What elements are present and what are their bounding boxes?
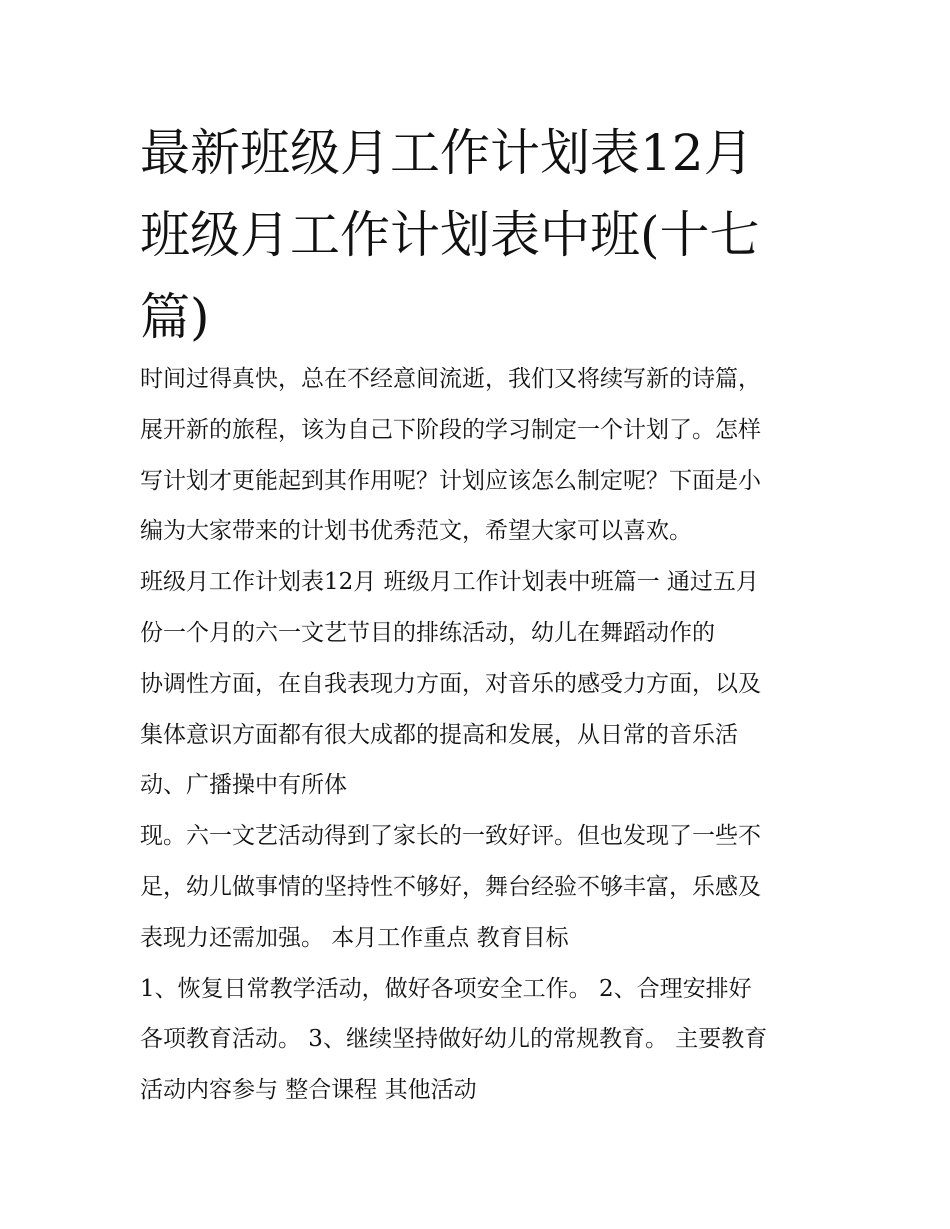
body-text xyxy=(140,354,830,1116)
text-line: 班级月工作计划表12月 班级月工作计划表中班篇一 通过五月 xyxy=(140,569,759,596)
title-line: 最新班级月工作计划表12月 xyxy=(140,124,754,182)
title-line: 班级月工作计划表中班(十七 xyxy=(140,206,760,264)
text-line: 各项教育活动。 3、继续坚持做好幼儿的常规教育。 主要教育 xyxy=(140,1026,768,1053)
text-line: 现。六一文艺活动得到了家长的一致好评。但也发现了一些不 xyxy=(140,823,761,850)
text-line: 动、广播操中有所体 xyxy=(140,772,347,799)
text-line: 表现力还需加强。 本月工作重点 教育目标 xyxy=(140,924,569,951)
text-line: 活动内容参与 整合课程 其他活动 xyxy=(140,1077,477,1104)
text-line: 份一个月的六一文艺节目的排练活动，幼儿在舞蹈动作的 xyxy=(140,619,715,646)
text-line: 展开新的旅程，该为自己下阶段的学习制定一个计划了。怎样 xyxy=(140,416,761,443)
text-line: 集体意识方面都有很大成都的提高和发展，从日常的音乐活 xyxy=(140,721,738,748)
text-line: 写计划才更能起到其作用呢？计划应该怎么制定呢？下面是小 xyxy=(140,467,761,494)
text-line: 足，幼儿做事情的坚持性不够好，舞台经验不够丰富，乐感及 xyxy=(140,873,761,900)
page-title xyxy=(140,112,820,358)
text-line: 编为大家带来的计划书优秀范文，希望大家可以喜欢。 xyxy=(140,518,692,545)
text-line: 协调性方面，在自我表现力方面，对音乐的感受力方面，以及 xyxy=(140,670,761,697)
text-line: 1、恢复日常教学活动，做好各项安全工作。 2、合理安排好 xyxy=(140,975,752,1002)
text-line: 时间过得真快，总在不经意间流逝，我们又将续写新的诗篇， xyxy=(140,366,761,392)
title-line: 篇) xyxy=(140,288,210,346)
